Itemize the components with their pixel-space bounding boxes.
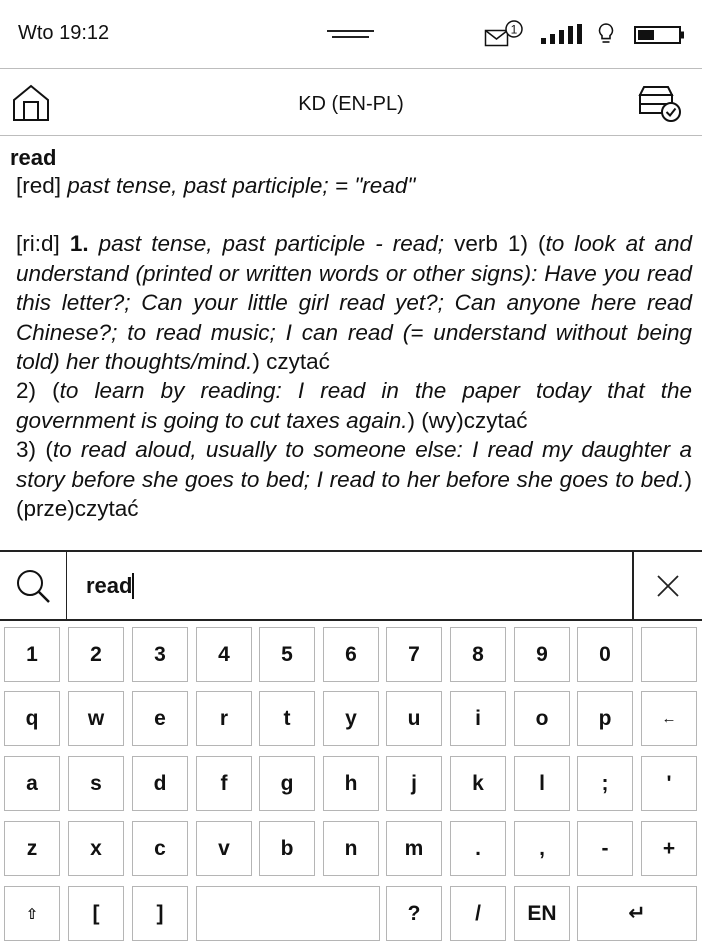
- example-text: to read aloud, usually to someone else: I read my daughter a story before she goes to bed; I read to her before she goes to bed.: [16, 437, 692, 492]
- definition-text: past tense, past participle; = "read": [67, 173, 416, 198]
- key-minus[interactable]: -: [577, 821, 633, 876]
- key-enter[interactable]: ↵: [577, 886, 697, 941]
- mail-notification-icon[interactable]: [484, 20, 526, 50]
- key-o[interactable]: o: [514, 691, 570, 746]
- part-of-speech: verb 1) (: [454, 231, 546, 257]
- search-icon: [0, 552, 66, 619]
- key-language[interactable]: EN: [514, 886, 570, 941]
- page-title: KD (EN-PL): [298, 93, 404, 115]
- frontlight-icon[interactable]: [597, 22, 615, 48]
- key-9[interactable]: 9: [514, 627, 570, 682]
- pronunciation: [ri:d]: [16, 231, 70, 257]
- key-4[interactable]: 4: [196, 627, 252, 682]
- key-g[interactable]: g: [259, 756, 315, 811]
- key-semicolon[interactable]: ;: [577, 756, 633, 811]
- key-c[interactable]: c: [132, 821, 188, 876]
- key-3[interactable]: 3: [132, 627, 188, 682]
- key-0[interactable]: 0: [577, 627, 633, 682]
- battery-icon: [634, 26, 686, 46]
- entry-headword: read: [10, 145, 57, 170]
- definition-text: past tense, past participle - read;: [88, 231, 455, 257]
- subsense-number: 2) (: [16, 378, 60, 404]
- key-a[interactable]: a: [4, 756, 60, 811]
- key-b[interactable]: b: [259, 821, 315, 876]
- text-cursor: [132, 573, 134, 599]
- key-x[interactable]: x: [68, 821, 124, 876]
- key-y[interactable]: y: [323, 691, 379, 746]
- key-blank[interactable]: [641, 627, 697, 682]
- mail-badge-count: 1: [510, 22, 518, 37]
- pronunciation: [red]: [16, 173, 68, 198]
- key-t[interactable]: t: [259, 691, 315, 746]
- key-u[interactable]: u: [386, 691, 442, 746]
- key-r[interactable]: r: [196, 691, 252, 746]
- key-1[interactable]: 1: [4, 627, 60, 682]
- on-screen-keyboard: [0, 621, 702, 948]
- key-m[interactable]: m: [386, 821, 442, 876]
- key-5[interactable]: 5: [259, 627, 315, 682]
- key-comma[interactable]: ,: [514, 821, 570, 876]
- key-apostrophe[interactable]: ': [641, 756, 697, 811]
- close-icon: [634, 552, 702, 619]
- key-k[interactable]: k: [450, 756, 506, 811]
- key-blank[interactable]: [196, 886, 380, 941]
- key-h[interactable]: h: [323, 756, 379, 811]
- key-period[interactable]: .: [450, 821, 506, 876]
- sense-number: 1.: [69, 231, 89, 257]
- key-q[interactable]: q: [4, 691, 60, 746]
- translation-text: ) (prze)czytać: [16, 466, 692, 522]
- key-2[interactable]: 2: [68, 627, 124, 682]
- example-text: to look at and understand (printed or written words or other signs): Have you read this letter?; Can your little girl read yet?; Can anyone here read Chinese?; to read music; I can read (= understand without being told) her thoughts/mind.: [16, 231, 692, 375]
- status-bar: [0, 0, 702, 68]
- key-n[interactable]: n: [323, 821, 379, 876]
- dictionary-entry: [10, 144, 692, 523]
- key-w[interactable]: w: [68, 691, 124, 746]
- subsense-number: 3) (: [16, 437, 53, 463]
- key-question[interactable]: ?: [386, 886, 442, 941]
- app-header: [0, 68, 702, 136]
- key-d[interactable]: d: [132, 756, 188, 811]
- search-bar: [0, 550, 702, 621]
- key-8[interactable]: 8: [450, 627, 506, 682]
- entry-sense-1: [10, 171, 692, 200]
- search-input[interactable]: [66, 552, 632, 619]
- clear-search-button[interactable]: [632, 552, 702, 619]
- key-backspace[interactable]: ←: [641, 691, 697, 746]
- key-v[interactable]: v: [196, 821, 252, 876]
- key-f[interactable]: f: [196, 756, 252, 811]
- entry-sense-2: [10, 229, 692, 523]
- drag-handle-icon[interactable]: [327, 30, 374, 39]
- key-6[interactable]: 6: [323, 627, 379, 682]
- status-time: Wto 19:12: [18, 22, 110, 44]
- key-l[interactable]: l: [514, 756, 570, 811]
- key-p[interactable]: p: [577, 691, 633, 746]
- key-s[interactable]: s: [68, 756, 124, 811]
- key-slash[interactable]: /: [450, 886, 506, 941]
- key-j[interactable]: j: [386, 756, 442, 811]
- key-i[interactable]: i: [450, 691, 506, 746]
- search-button[interactable]: [0, 552, 67, 619]
- key-bracket-right[interactable]: ]: [132, 886, 188, 941]
- example-text: to learn by reading: I read in the paper today that the government is going to cut taxes again.: [16, 378, 693, 433]
- signal-icon: [541, 24, 583, 46]
- key-e[interactable]: e: [132, 691, 188, 746]
- key-plus[interactable]: +: [641, 821, 697, 876]
- dictionary-select-icon[interactable]: [638, 83, 682, 123]
- translation-text: ) czytać: [252, 349, 330, 375]
- key-7[interactable]: 7: [386, 627, 442, 682]
- translation-text: ) (wy)czytać: [407, 407, 528, 433]
- key-shift[interactable]: ⇧: [4, 886, 60, 941]
- key-z[interactable]: z: [4, 821, 60, 876]
- key-bracket-left[interactable]: [: [68, 886, 124, 941]
